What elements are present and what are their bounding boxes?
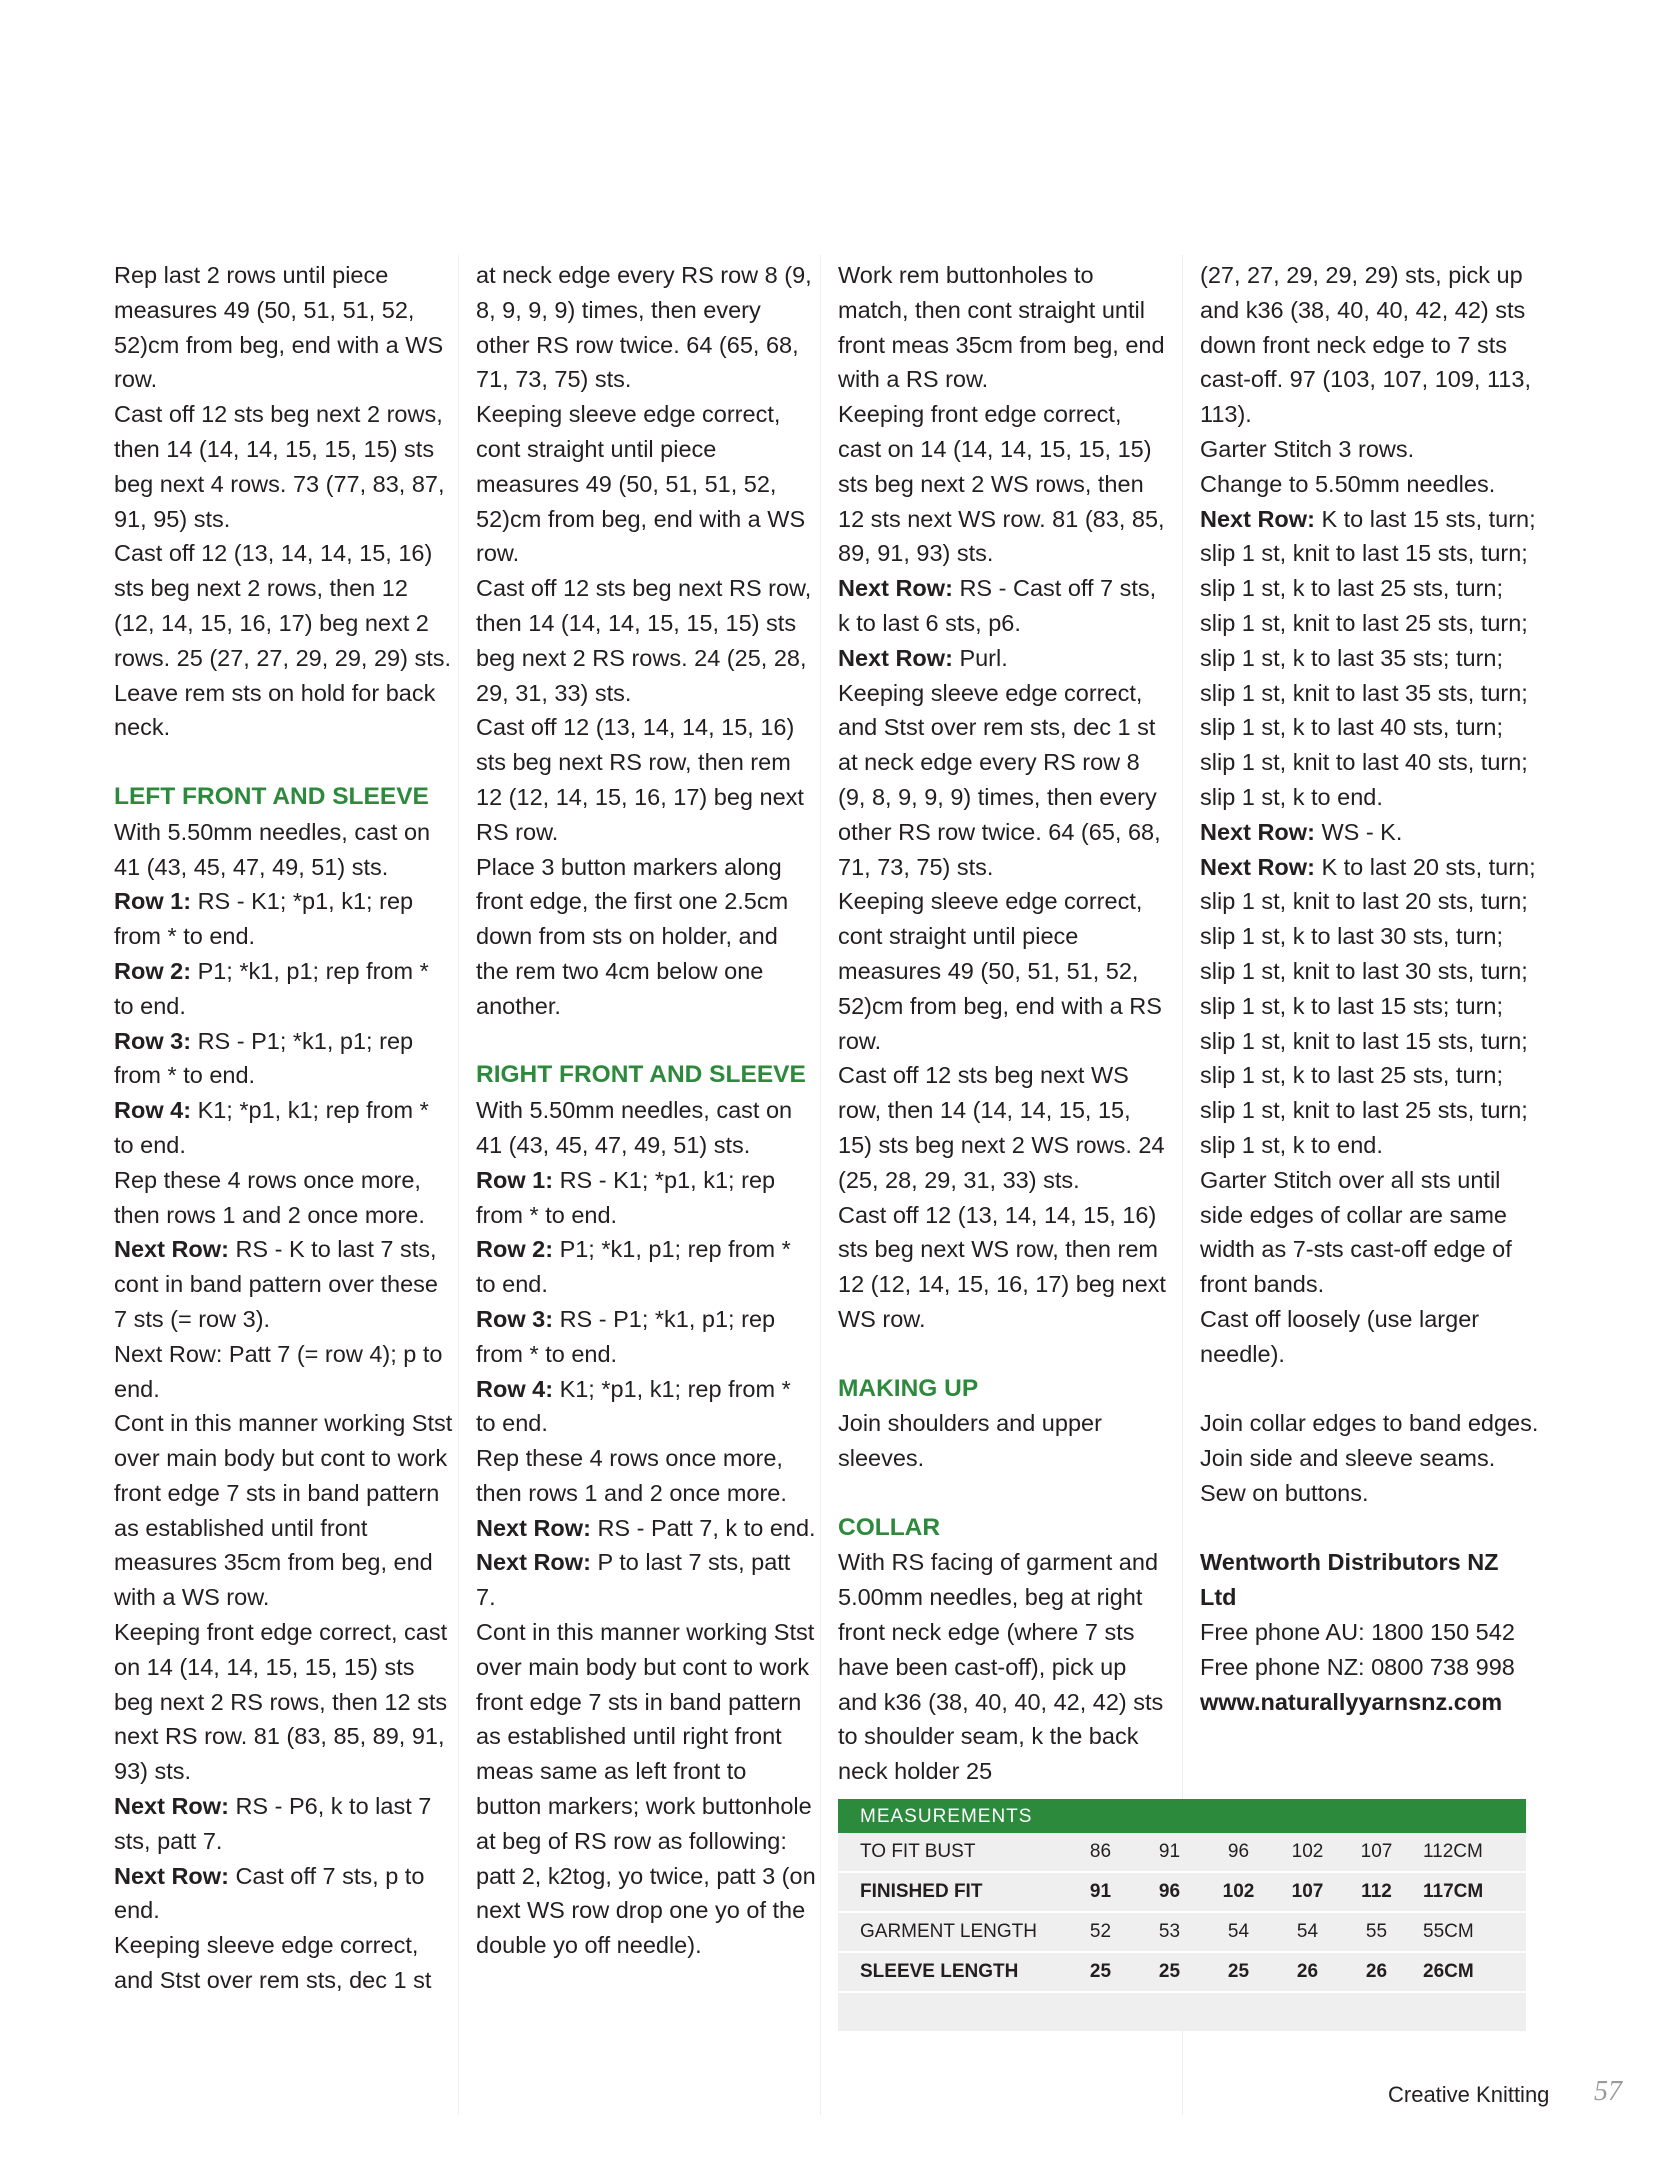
instruction-text: Join collar edges to band edges. — [1200, 1410, 1539, 1437]
measurement-value: 26 — [1365, 1961, 1388, 1982]
instruction-text: With RS facing of garment and 5.00mm needles, beg at right front neck edge (where 7 sts have been cast-off), pick up and k36 (38, 40, 40, 42, 42) sts to shoulder seam, k the back neck holder 25 — [838, 1549, 1164, 1785]
row-label: Row 2: — [114, 957, 192, 984]
pattern-paragraph — [114, 1093, 454, 1163]
measurements-title: MEASUREMENTS — [838, 1799, 1526, 1833]
row-label: Next Row: — [476, 1549, 591, 1576]
row-label: Next Row: — [114, 1793, 229, 1820]
instruction-text: P1; *k1, p1; rep from * to end. — [476, 1236, 791, 1298]
pattern-paragraph — [1200, 1441, 1540, 1511]
pattern-paragraph — [114, 1024, 454, 1094]
instruction-text: With 5.50mm needles, cast on 41 (43, 45, 47, 49, 51) sts. — [476, 1097, 793, 1158]
row-label: www.naturallyyarnsnz.com — [1200, 1688, 1503, 1715]
instruction-text: Keeping front edge correct, cast on 14 (14, 14, 15, 15, 15) sts beg next 2 RS rows, then 12 sts next RS row. 81 (83, 85, 89, 91, 93) sts. — [114, 1619, 448, 1785]
instruction-text: K to last 20 sts, turn; slip 1 st, knit to last 20 sts, turn; slip 1 st, k to last 30 sts, turn; slip 1 st, knit to last 30 sts, turn; slip 1 st, k to last 15 sts; turn; slip 1 st, knit to last 15 sts, turn; slip 1 st, k to last 25 sts, turn; slip 1 st, knit to last 25 sts, turn; slip 1 st, k to end. — [1200, 853, 1536, 1158]
pattern-paragraph — [476, 1441, 816, 1511]
instruction-text: Keeping sleeve edge correct, cont straight until piece measures 49 (50, 51, 51, 52, 52)cm from beg, end with a WS row. — [476, 401, 806, 567]
instruction-text: Work rem buttonholes to match, then cont straight until front meas 35cm from beg, end with a RS row. — [838, 262, 1165, 393]
column-divider — [458, 255, 459, 2115]
pattern-paragraph — [476, 1232, 816, 1302]
instruction-text: P1; *k1, p1; rep from * to end. — [114, 957, 429, 1019]
measurement-value: 102 — [1222, 1881, 1255, 1902]
row-label: Next Row: — [1200, 853, 1315, 880]
instruction-text: Keeping sleeve edge correct, and Stst over rem sts, dec 1 st — [114, 1932, 432, 1994]
instruction-text: Rep these 4 rows once more, then rows 1 and 2 once more. — [476, 1445, 787, 1506]
section-heading: RIGHT FRONT AND SLEEVE — [476, 1061, 806, 1089]
row-label: Row 4: — [114, 1097, 192, 1124]
instruction-text: Keeping sleeve edge correct, and Stst over rem sts, dec 1 st at neck edge every RS row 8 (9, 8, 9, 9, 9) times, then every other RS row twice. 64 (65, 68, 71, 73, 75) sts. — [838, 679, 1161, 880]
measurement-label: GARMENT LENGTH — [860, 1921, 1038, 1942]
measurement-value: 26 — [1296, 1961, 1319, 1982]
measurement-row — [838, 1833, 1526, 1873]
pattern-paragraph — [114, 954, 454, 1024]
pattern-paragraph — [476, 850, 816, 1024]
pattern-paragraph — [838, 1545, 1168, 1789]
instruction-text: RS - K to last 7 sts, cont in band pattern over these 7 sts (= row 3). — [114, 1236, 438, 1332]
column-divider — [820, 255, 821, 2115]
pattern-paragraph — [114, 676, 454, 746]
instruction-text: Cast off 12 sts beg next 2 rows, then 14 (14, 14, 15, 15, 15) sts beg next 4 rows. 73 (77, 83, 87, 91, 95) sts. — [114, 401, 445, 532]
pattern-paragraph — [1200, 1163, 1540, 1302]
paragraph-gap — [1200, 1372, 1540, 1407]
pattern-paragraph — [838, 397, 1168, 571]
instruction-text: Leave rem sts on hold for back neck. — [114, 679, 436, 741]
row-label: Next Row: — [1200, 505, 1315, 532]
pattern-paragraph — [838, 1198, 1168, 1337]
pattern-paragraph — [1200, 1685, 1540, 1720]
pattern-paragraph — [838, 641, 1168, 676]
instruction-text: at neck edge every RS row 8 (9, 8, 9, 9, 9) times, then every other RS row twice. 64 (65, 68, 71, 73, 75) sts. — [476, 262, 812, 393]
row-label: Next Row: — [114, 1862, 229, 1889]
measurement-value: 54 — [1227, 1921, 1250, 1942]
pattern-paragraph — [476, 1302, 816, 1372]
instruction-text: WS - K. — [1321, 818, 1403, 845]
instruction-text: K1; *p1, k1; rep from * to end. — [114, 1097, 429, 1158]
instruction-text: With 5.50mm needles, cast on 41 (43, 45, 47, 49, 51) sts. — [114, 818, 431, 880]
pattern-paragraph — [114, 1615, 454, 1789]
section-heading: MAKING UP — [838, 1374, 979, 1402]
row-label: Row 4: — [476, 1375, 554, 1402]
pattern-paragraph — [1200, 1406, 1540, 1441]
measurement-value: 91 — [1158, 1841, 1181, 1862]
pattern-paragraph — [114, 536, 454, 675]
row-label: Next Row: — [838, 575, 953, 602]
row-label: Wentworth Distributors NZ Ltd — [1200, 1549, 1499, 1611]
measurement-value: 112CM — [1423, 1841, 1483, 1862]
pattern-paragraph — [114, 1163, 454, 1233]
measurement-value: 91 — [1089, 1881, 1112, 1902]
measurement-value: 112 — [1361, 1881, 1392, 1902]
magazine-name: Creative Knitting — [1388, 2082, 1550, 2107]
row-label: Row 1: — [114, 888, 192, 915]
pattern-paragraph — [838, 1058, 1168, 1197]
pattern-paragraph — [114, 1789, 454, 1859]
measurements-table — [838, 1799, 1526, 2031]
pattern-paragraph — [1200, 1650, 1540, 1685]
instruction-text: K1; *p1, k1; rep from * to end. — [476, 1375, 791, 1437]
instruction-text: Cast off 12 sts beg next RS row, then 14 (14, 14, 15, 15, 15) sts beg next 2 RS rows. 24 (25, 28, 29, 31, 33) sts. — [476, 575, 812, 706]
page-number: 57 — [1594, 2076, 1622, 2107]
measurement-row — [838, 1953, 1526, 1993]
paragraph-gap — [1200, 1511, 1540, 1546]
instruction-text: Garter Stitch over all sts until side edges of collar are same width as 7-sts cast-off edge of front bands. — [1200, 1166, 1512, 1298]
measurement-value: 96 — [1158, 1881, 1181, 1902]
text-column-3 — [838, 258, 1168, 1789]
measurement-value: 96 — [1227, 1841, 1250, 1862]
measurement-value: 53 — [1158, 1921, 1181, 1942]
pattern-paragraph — [114, 1406, 454, 1615]
paragraph-gap — [476, 1024, 816, 1059]
measurement-value: 52 — [1089, 1921, 1112, 1942]
instruction-text: Keeping front edge correct, cast on 14 (14, 14, 15, 15, 15) sts beg next 2 WS rows, then 12 sts next WS row. 81 (83, 85, 89, 91, 93) sts. — [838, 401, 1165, 567]
instruction-text: K to last 15 sts, turn; slip 1 st, knit to last 15 sts, turn; slip 1 st, k to last 25 sts, turn; slip 1 st, knit to last 25 sts, turn; slip 1 st, k to last 35 sts; turn; slip 1 st, knit to last 35 sts, turn; slip 1 st, k to last 40 sts, turn; slip 1 st, knit to last 40 sts, turn; slip 1 st, k to end. — [1200, 505, 1536, 810]
pattern-paragraph — [1200, 467, 1540, 502]
instruction-text: Cont in this manner working Stst over main body but cont to work front edge 7 sts in band pattern as established until right front meas same as left front to button markers; work buttonhole at beg of RS row as following: patt 2, k2tog, yo twice, patt 3 (on next WS row drop one yo of the double yo off needle). — [476, 1619, 816, 1959]
measurements-table-footer — [838, 1993, 1526, 2031]
pattern-paragraph — [114, 884, 454, 954]
measurement-value: 55CM — [1423, 1921, 1474, 1942]
pattern-paragraph — [1200, 850, 1540, 1163]
measurement-value: 117CM — [1423, 1881, 1484, 1902]
pattern-paragraph — [1200, 815, 1540, 850]
measurement-value: 102 — [1291, 1841, 1324, 1862]
instruction-text: Cast off loosely (use larger needle). — [1200, 1305, 1480, 1367]
instruction-text: RS - Cast off 7 sts, k to last 6 sts, p6. — [838, 575, 1157, 636]
instruction-text: Join side and sleeve seams. Sew on buttons. — [1200, 1445, 1496, 1506]
row-label: Row 2: — [476, 1236, 554, 1263]
row-label: Next Row: — [1200, 818, 1315, 845]
pattern-paragraph — [476, 1163, 816, 1233]
instruction-text: Keeping sleeve edge correct, cont straight until piece measures 49 (50, 51, 51, 52, 52)cm from beg, end with a RS row. — [838, 888, 1162, 1054]
measurement-label: TO FIT BUST — [860, 1841, 976, 1862]
measurement-value: 54 — [1296, 1921, 1319, 1942]
measurement-value: 107 — [1360, 1841, 1393, 1862]
pattern-paragraph — [838, 884, 1168, 1058]
pattern-paragraph — [476, 1511, 816, 1546]
pattern-paragraph — [114, 397, 454, 536]
row-label: Row 3: — [476, 1305, 554, 1332]
text-column-2 — [476, 258, 816, 1963]
instruction-text: Garter Stitch 3 rows. — [1200, 435, 1415, 462]
pattern-paragraph — [114, 1928, 454, 1998]
pattern-paragraph — [838, 676, 1168, 885]
measurement-label: SLEEVE LENGTH — [860, 1961, 1019, 1982]
row-label: Next Row: — [838, 644, 953, 671]
instruction-text: Cast off 12 (13, 14, 14, 15, 16) sts beg next 2 rows, then 12 (12, 14, 15, 16, 17) beg next 2 rows. 25 (27, 27, 29, 29, 29) sts. — [114, 540, 452, 671]
pattern-paragraph — [1200, 432, 1540, 467]
instruction-text: Rep these 4 rows once more, then rows 1 and 2 once more. — [114, 1166, 425, 1228]
instruction-text: Purl. — [959, 644, 1008, 671]
instruction-text: RS - K1; *p1, k1; rep from * to end. — [476, 1166, 776, 1228]
pattern-paragraph — [114, 1337, 454, 1407]
pattern-paragraph — [838, 1406, 1168, 1476]
pattern-paragraph — [1200, 258, 1540, 432]
pattern-paragraph — [476, 710, 816, 849]
row-label: Row 3: — [114, 1027, 192, 1054]
instruction-text: Place 3 button markers along front edge, the first one 2.5cm down from sts on holder, and the rem two 4cm below one another. — [476, 853, 789, 1019]
paragraph-gap — [838, 1337, 1168, 1372]
row-label: Next Row: — [114, 1236, 229, 1263]
instruction-text: Free phone NZ: 0800 738 998 — [1200, 1653, 1515, 1680]
pattern-paragraph — [838, 571, 1168, 641]
measurement-value: 107 — [1291, 1881, 1324, 1902]
paragraph-gap — [838, 1476, 1168, 1511]
pattern-paragraph — [114, 1232, 454, 1336]
measurement-value: 25 — [1227, 1961, 1250, 1982]
measurement-row — [838, 1913, 1526, 1953]
instruction-text: RS - P1; *k1, p1; rep from * to end. — [476, 1305, 776, 1367]
pattern-paragraph — [1200, 1615, 1540, 1650]
pattern-paragraph — [1200, 1545, 1540, 1615]
pattern-paragraph — [1200, 1302, 1540, 1372]
pattern-paragraph — [1200, 502, 1540, 815]
pattern-paragraph — [838, 258, 1168, 397]
pattern-paragraph — [114, 258, 454, 397]
pattern-paragraph — [114, 1859, 454, 1929]
measurement-value: 26CM — [1423, 1961, 1474, 1982]
measurement-row — [838, 1873, 1526, 1913]
measurement-value: 86 — [1089, 1841, 1112, 1862]
measurement-value: 25 — [1158, 1961, 1181, 1982]
section-heading: LEFT FRONT AND SLEEVE — [114, 782, 429, 810]
instruction-text: RS - P1; *k1, p1; rep from * to end. — [114, 1027, 414, 1089]
section-heading: COLLAR — [838, 1513, 941, 1541]
row-label: Row 1: — [476, 1166, 554, 1193]
instruction-text: Free phone AU: 1800 150 542 — [1200, 1619, 1515, 1646]
measurement-value: 25 — [1089, 1961, 1112, 1982]
pattern-paragraph — [476, 1093, 816, 1163]
instruction-text: Cont in this manner working Stst over main body but cont to work front edge 7 sts in band pattern as established until front measures 35cm from beg, end with a WS row. — [114, 1410, 453, 1611]
instruction-text: Cast off 7 sts, p to end. — [114, 1862, 425, 1924]
instruction-text: Cast off 12 (13, 14, 14, 15, 16) sts beg next RS row, then rem 12 (12, 14, 15, 16, 17) beg next RS row. — [476, 714, 804, 845]
instruction-text: RS - Patt 7, k to end. — [597, 1514, 816, 1541]
instruction-text: Join shoulders and upper sleeves. — [838, 1410, 1102, 1472]
paragraph-gap — [114, 745, 454, 780]
pattern-paragraph — [476, 397, 816, 571]
pattern-paragraph — [476, 571, 816, 710]
instruction-text: Cast off 12 (13, 14, 14, 15, 16) sts beg next WS row, then rem 12 (12, 14, 15, 16, 17) beg next WS row. — [838, 1201, 1166, 1332]
instruction-text: RS - P6, k to last 7 sts, patt 7. — [114, 1793, 432, 1854]
pattern-paragraph — [476, 258, 816, 397]
pattern-paragraph — [114, 815, 454, 885]
instruction-text: P to last 7 sts, patt 7. — [476, 1549, 791, 1611]
measurement-label: FINISHED FIT — [860, 1881, 983, 1902]
pattern-paragraph — [476, 1545, 816, 1615]
instruction-text: RS - K1; *p1, k1; rep from * to end. — [114, 888, 414, 950]
instruction-text: Next Row: Patt 7 (= row 4); p to end. — [114, 1340, 443, 1402]
instruction-text: (27, 27, 29, 29, 29) sts, pick up and k36 (38, 40, 40, 42, 42) sts down front neck edge to 7 sts cast-off. 97 (103, 107, 109, 113, 113). — [1200, 262, 1531, 428]
pattern-paragraph — [476, 1615, 816, 1963]
instruction-text: Cast off 12 sts beg next WS row, then 14 (14, 14, 15, 15, 15) sts beg next 2 WS rows. 24 (25, 28, 29, 31, 33) sts. — [838, 1062, 1165, 1193]
measurement-value: 55 — [1365, 1921, 1388, 1942]
row-label: Next Row: — [476, 1514, 591, 1541]
instruction-text: Rep last 2 rows until piece measures 49 (50, 51, 51, 52, 52)cm from beg, end with a WS row. — [114, 262, 444, 393]
text-column-1 — [114, 258, 454, 1998]
pattern-paragraph — [476, 1372, 816, 1442]
instruction-text: Change to 5.50mm needles. — [1200, 470, 1496, 497]
text-column-4 — [1200, 258, 1540, 1719]
